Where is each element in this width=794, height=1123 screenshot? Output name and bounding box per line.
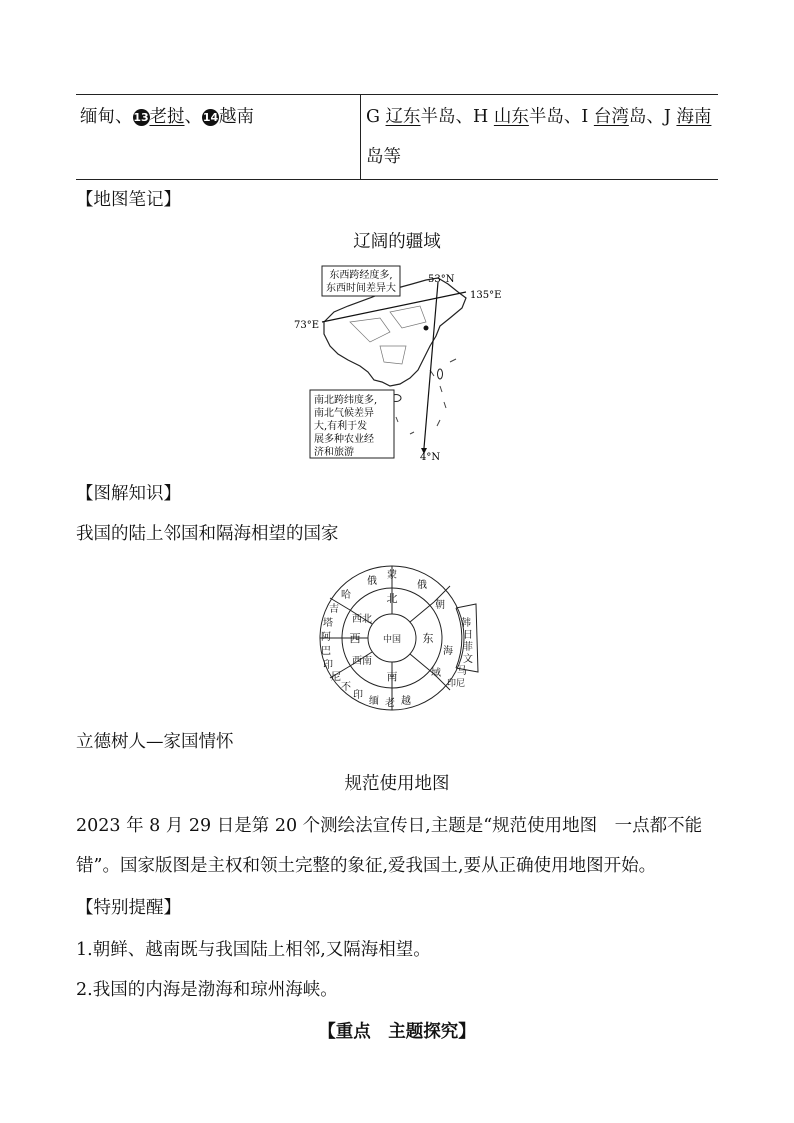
dir-east: 东 — [422, 632, 434, 645]
reminder-item-1: 1.朝鲜、越南既与我国陆上相邻,又隔海相望。 — [76, 940, 431, 960]
sea-ph: 菲 — [463, 642, 473, 653]
outer-in2: 印 — [353, 690, 363, 701]
callout-ns-line1: 南北跨纬度多, — [314, 395, 378, 406]
circled-number-14: 14 — [202, 111, 219, 124]
outer-sea: 海 — [443, 646, 453, 657]
table-cell-right-line2: 岛等 — [366, 147, 401, 167]
sea-bn: 文 — [463, 654, 473, 665]
callout-ew-line1: 东西跨经度多, — [329, 270, 393, 281]
patriotism-para-line1: 2023 年 8 月 29 日是第 20 个测绘法宣传日,主题是“规范使用地图 一点都不能 — [76, 816, 703, 836]
section-heading: 【重点 主题探究】 — [318, 1022, 476, 1042]
map-title: 辽阔的疆域 — [353, 232, 441, 252]
cell-text-laos: 老挝 — [149, 107, 185, 127]
cell-text: 岛、J — [628, 107, 677, 127]
underlined-place-name: 海南 — [676, 107, 712, 127]
callout-ns-line3: 大,有利于发 — [314, 421, 368, 432]
region-table — [76, 94, 718, 180]
outer-in: 印 — [323, 660, 333, 671]
outer-kg: 吉 — [329, 604, 339, 615]
underlined-place-name: 台湾 — [593, 107, 629, 127]
patriotism-para-line2: 错”。国家版图是主权和领土完整的象征,爱我国土,要从正确使用地图开始。 — [76, 856, 657, 876]
label-4n: 4°N — [420, 452, 441, 462]
china-territory-map — [290, 262, 510, 462]
dir-west: 西 — [349, 632, 361, 645]
outer-land: 域 — [431, 668, 441, 679]
outer-ru1: 俄 — [367, 576, 377, 587]
outer-vn: 越 — [401, 696, 411, 707]
outer-pk: 巴 — [321, 646, 331, 657]
dir-north: 北 — [386, 592, 398, 605]
outer-ru2: 俄 — [417, 580, 427, 591]
label-135e: 135°E — [470, 290, 502, 301]
circled-number-13: 13 — [133, 111, 149, 124]
beijing-star-icon — [424, 326, 429, 331]
sea-my: 马 — [457, 666, 467, 677]
neighbors-diagram — [310, 562, 480, 712]
underlined-place-name: 辽东 — [385, 107, 421, 127]
cell-text: 半岛、I — [528, 107, 594, 127]
outer-kz: 哈 — [341, 590, 351, 601]
sea-id: 印尼 — [446, 679, 466, 689]
label-53n: 53°N — [428, 274, 455, 285]
label-73e: 73°E — [294, 320, 320, 331]
callout-ns-line2: 南北气候差异 — [314, 408, 374, 419]
outer-la: 老 — [385, 698, 395, 709]
reminder-heading: 【特别提醒】 — [76, 898, 181, 918]
underlined-place-name: 山东 — [493, 107, 529, 127]
outer-mm: 缅 — [369, 696, 379, 707]
outer-kp: 朝 — [435, 600, 445, 611]
table-cell-right-line1 — [366, 105, 711, 129]
cell-text: 半岛、H — [420, 107, 494, 127]
reminder-item-2: 2.我国的内海是渤海和琼州海峡。 — [76, 980, 338, 1000]
cell-text: G — [366, 107, 386, 127]
map-notes-heading: 【地图笔记】 — [76, 190, 181, 210]
outer-tj: 塔 — [323, 618, 333, 629]
dir-southwest: 西南 — [352, 656, 372, 667]
callout-ns-line4: 展多种农业经 — [314, 434, 374, 445]
outer-af: 阿 — [321, 632, 331, 643]
table-divider — [360, 95, 361, 179]
cell-sep: 、 — [184, 107, 202, 127]
table-cell-left — [80, 105, 254, 129]
taiwan-island — [438, 369, 443, 379]
outer-bt: 不 — [341, 682, 351, 693]
center-label: 中国 — [382, 635, 402, 645]
diagram-heading: 【图解知识】 — [76, 484, 181, 504]
dir-south: 南 — [386, 670, 398, 683]
diagram-subtitle: 我国的陆上邻国和隔海相望的国家 — [76, 524, 339, 544]
patriotism-heading: 立德树人—家国情怀 — [76, 732, 234, 752]
patriotism-title: 规范使用地图 — [344, 774, 450, 794]
cell-text-vietnam: 越南 — [219, 107, 254, 127]
callout-ns-line5: 济和旅游 — [314, 447, 354, 458]
sea-jp: 日 — [463, 630, 473, 641]
dir-northwest: 西北 — [352, 614, 372, 625]
outer-mn: 蒙 — [387, 570, 397, 581]
outer-np: 尼 — [331, 672, 341, 683]
sea-kr: 韩 — [461, 618, 471, 629]
cell-text: 缅甸、 — [80, 107, 133, 127]
callout-ew-line2: 东西时间差异大 — [326, 283, 396, 294]
